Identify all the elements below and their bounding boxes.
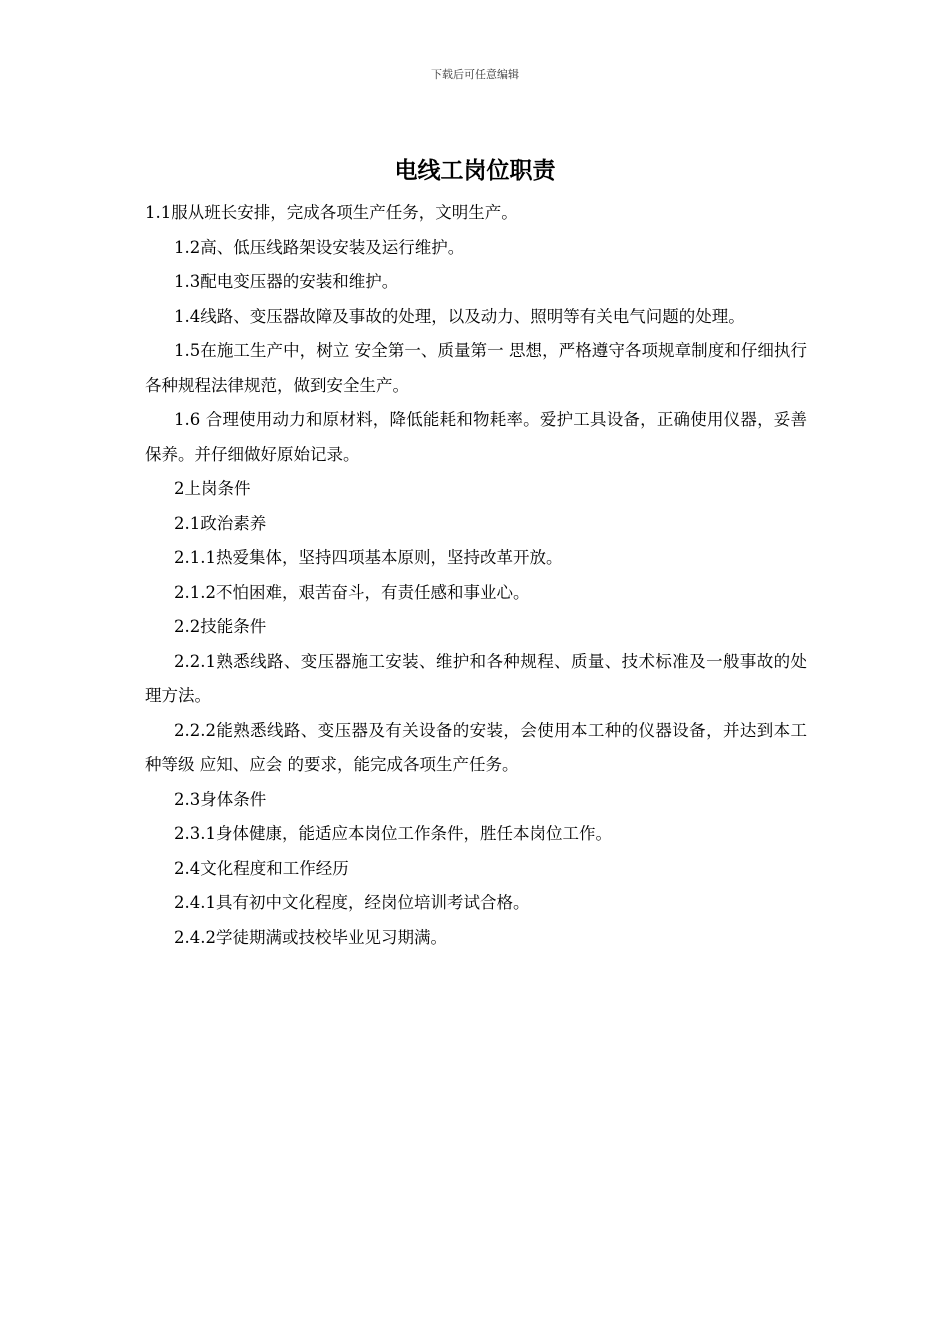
subsection-heading: 2.2技能条件 [174,617,267,636]
paragraph: 1.2高、低压线路架设安装及运行维护。 [174,237,465,257]
header-note: 下载后可任意编辑 [431,68,519,81]
paragraph: 2.4.1具有初中文化程度，经岗位培训考试合格。 [174,893,530,912]
paragraph: 2.2.2能熟悉线路、变压器及有关设备的安装，会使用本工种的仪器设备，并达到本工种等级 应知、应会 的要求，能完成各项生产任务。 [145,720,807,774]
page-title: 电线工岗位职责 [394,157,556,184]
paragraph: 2.4.2学徒期满或技校毕业见习期满。 [174,927,447,947]
subsection-heading: 2.4文化程度和工作经历 [174,858,349,878]
paragraph: 2.2.1熟悉线路、变压器施工安装、维护和各种规程、质量、技术标准及一般事故的处理方法。 [145,651,807,705]
paragraph: 2.1.2不怕困难，艰苦奋斗，有责任感和事业心。 [174,582,530,602]
paragraph: 1.5在施工生产中，树立 安全第一、质量第一 思想，严格遵守各项规章制度和仔细执行各种规程法律规范，做到安全生产。 [145,341,807,395]
document-body [145,196,807,955]
paragraph: 1.1服从班长安排，完成各项生产任务，文明生产。 [145,203,518,222]
paragraph: 2.3.1身体健康，能适应本岗位工作条件，胜任本岗位工作。 [174,824,612,843]
paragraph: 1.6 合理使用动力和原材料，降低能耗和物耗率。爱护工具设备，正确使用仪器，妥善保养。并仔细做好原始记录。 [145,410,807,464]
subsection-heading: 2.3身体条件 [174,789,267,809]
section-heading: 2上岗条件 [174,479,251,498]
paragraph: 1.3配电变压器的安装和维护。 [174,272,399,291]
paragraph: 2.1.1热爱集体，坚持四项基本原则，坚持改革开放。 [174,548,563,567]
paragraph: 1.4线路、变压器故障及事故的处理，以及动力、照明等有关电气问题的处理。 [174,306,745,326]
subsection-heading: 2.1政治素养 [174,513,267,533]
